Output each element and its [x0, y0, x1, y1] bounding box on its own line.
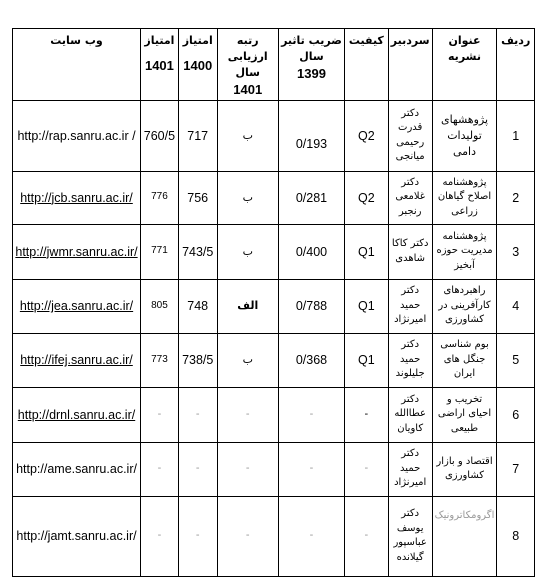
table-row: [13, 333, 535, 387]
cell-row-number: 4: [497, 279, 535, 333]
cell-impact-factor: 0/281: [278, 171, 344, 224]
cell-editor: دکتر عطاالله کاویان: [388, 387, 432, 442]
cell-impact-factor: 0/368: [278, 333, 344, 387]
table-row: [13, 224, 535, 279]
cell-rank: ب: [217, 224, 278, 279]
header-quality: کیفیت: [345, 29, 389, 101]
table-row: [13, 387, 535, 442]
cell-score-1400: 748: [178, 279, 217, 333]
cell-score-1400: -: [178, 442, 217, 496]
cell-rank: الف: [217, 279, 278, 333]
header-website: وب سایت: [13, 29, 141, 101]
header-rank: رتبه ارزیابی سال 1401: [217, 29, 278, 101]
cell-row-number: 3: [497, 224, 535, 279]
cell-score-1400: 743/5: [178, 224, 217, 279]
header-impact-factor: ضریب تاثیر سال 1399: [278, 29, 344, 101]
cell-website-link[interactable]: http://jea.sanru.ac.ir/: [13, 279, 141, 333]
journals-table: [12, 28, 535, 577]
cell-website-link[interactable]: http://rap.sanru.ac.ir /: [13, 100, 141, 171]
cell-score-1401: 773: [141, 333, 179, 387]
cell-quality: Q2: [345, 100, 389, 171]
cell-score-1401: 805: [141, 279, 179, 333]
cell-quality: -: [345, 387, 389, 442]
header-row: [13, 29, 535, 101]
table-row: [13, 496, 535, 576]
cell-journal-title: پژوهشهای تولیدات دامی: [432, 100, 497, 171]
cell-website-link[interactable]: http://jcb.sanru.ac.ir/: [13, 171, 141, 224]
cell-journal-title: اگرومکاترونیک: [432, 496, 497, 576]
cell-editor: دکتر یوسف عباسپور گیلانده: [388, 496, 432, 576]
header-score-1400: امتیاز 1400: [178, 29, 217, 101]
cell-editor: دکتر حمید جلیلوند: [388, 333, 432, 387]
cell-editor: دکتر غلامعی رنجبر: [388, 171, 432, 224]
cell-rank: ب: [217, 100, 278, 171]
cell-editor: دکتر حمید امیرنژاد: [388, 279, 432, 333]
cell-impact-factor: -: [278, 496, 344, 576]
cell-impact-factor: 0/193: [278, 100, 344, 171]
cell-rank: -: [217, 442, 278, 496]
cell-quality: Q1: [345, 333, 389, 387]
cell-website-link[interactable]: http://ifej.sanru.ac.ir/: [13, 333, 141, 387]
cell-impact-factor: -: [278, 387, 344, 442]
cell-score-1401: -: [141, 442, 179, 496]
cell-quality: Q1: [345, 279, 389, 333]
cell-rank: -: [217, 496, 278, 576]
cell-score-1401: 771: [141, 224, 179, 279]
cell-score-1400: 717: [178, 100, 217, 171]
header-journal-title: عنوان نشریه: [432, 29, 497, 101]
cell-quality: Q2: [345, 171, 389, 224]
cell-score-1400: 738/5: [178, 333, 217, 387]
cell-score-1400: -: [178, 496, 217, 576]
cell-score-1401: 776: [141, 171, 179, 224]
cell-editor: دکتر قدرت رحیمی میانجی: [388, 100, 432, 171]
table-row: [13, 100, 535, 171]
table-row: [13, 279, 535, 333]
cell-rank: -: [217, 387, 278, 442]
cell-journal-title: پژوهشنامه اصلاح گیاهان زراعی: [432, 171, 497, 224]
cell-rank: ب: [217, 171, 278, 224]
cell-row-number: 6: [497, 387, 535, 442]
journals-table-container: [12, 28, 535, 577]
cell-score-1401: -: [141, 496, 179, 576]
cell-rank: ب: [217, 333, 278, 387]
cell-journal-title: پژوهشنامه مدیریت حوزه آبخیز: [432, 224, 497, 279]
cell-journal-title: اقتصاد و بازار کشاورزی: [432, 442, 497, 496]
cell-website-link[interactable]: http://ame.sanru.ac.ir/: [13, 442, 141, 496]
cell-score-1401: 760/5: [141, 100, 179, 171]
header-editor: سردبیر: [388, 29, 432, 101]
cell-website-link[interactable]: http://jamt.sanru.ac.ir/: [13, 496, 141, 576]
cell-quality: Q1: [345, 224, 389, 279]
cell-impact-factor: 0/400: [278, 224, 344, 279]
cell-score-1401: -: [141, 387, 179, 442]
cell-score-1400: -: [178, 387, 217, 442]
header-row-number: ردیف: [497, 29, 535, 101]
cell-row-number: 8: [497, 496, 535, 576]
cell-journal-title: راهبردهای کارآفرینی در کشاورزی: [432, 279, 497, 333]
cell-row-number: 5: [497, 333, 535, 387]
cell-score-1400: 756: [178, 171, 217, 224]
cell-impact-factor: 0/788: [278, 279, 344, 333]
table-row: [13, 171, 535, 224]
cell-journal-title: بوم شناسی جنگل های ایران: [432, 333, 497, 387]
cell-website-link[interactable]: http://jwmr.sanru.ac.ir/: [13, 224, 141, 279]
cell-row-number: 7: [497, 442, 535, 496]
cell-editor: دکتر کاکا شاهدی: [388, 224, 432, 279]
cell-row-number: 1: [497, 100, 535, 171]
cell-editor: دکتر حمید امیرنژاد: [388, 442, 432, 496]
cell-impact-factor: -: [278, 442, 344, 496]
cell-quality: -: [345, 496, 389, 576]
cell-journal-title: تخریب و احیای اراضی طبیعی: [432, 387, 497, 442]
cell-quality: -: [345, 442, 389, 496]
cell-row-number: 2: [497, 171, 535, 224]
table-row: [13, 442, 535, 496]
header-score-1401: امتیاز 1401: [141, 29, 179, 101]
cell-website-link[interactable]: http://drnl.sanru.ac.ir/: [13, 387, 141, 442]
